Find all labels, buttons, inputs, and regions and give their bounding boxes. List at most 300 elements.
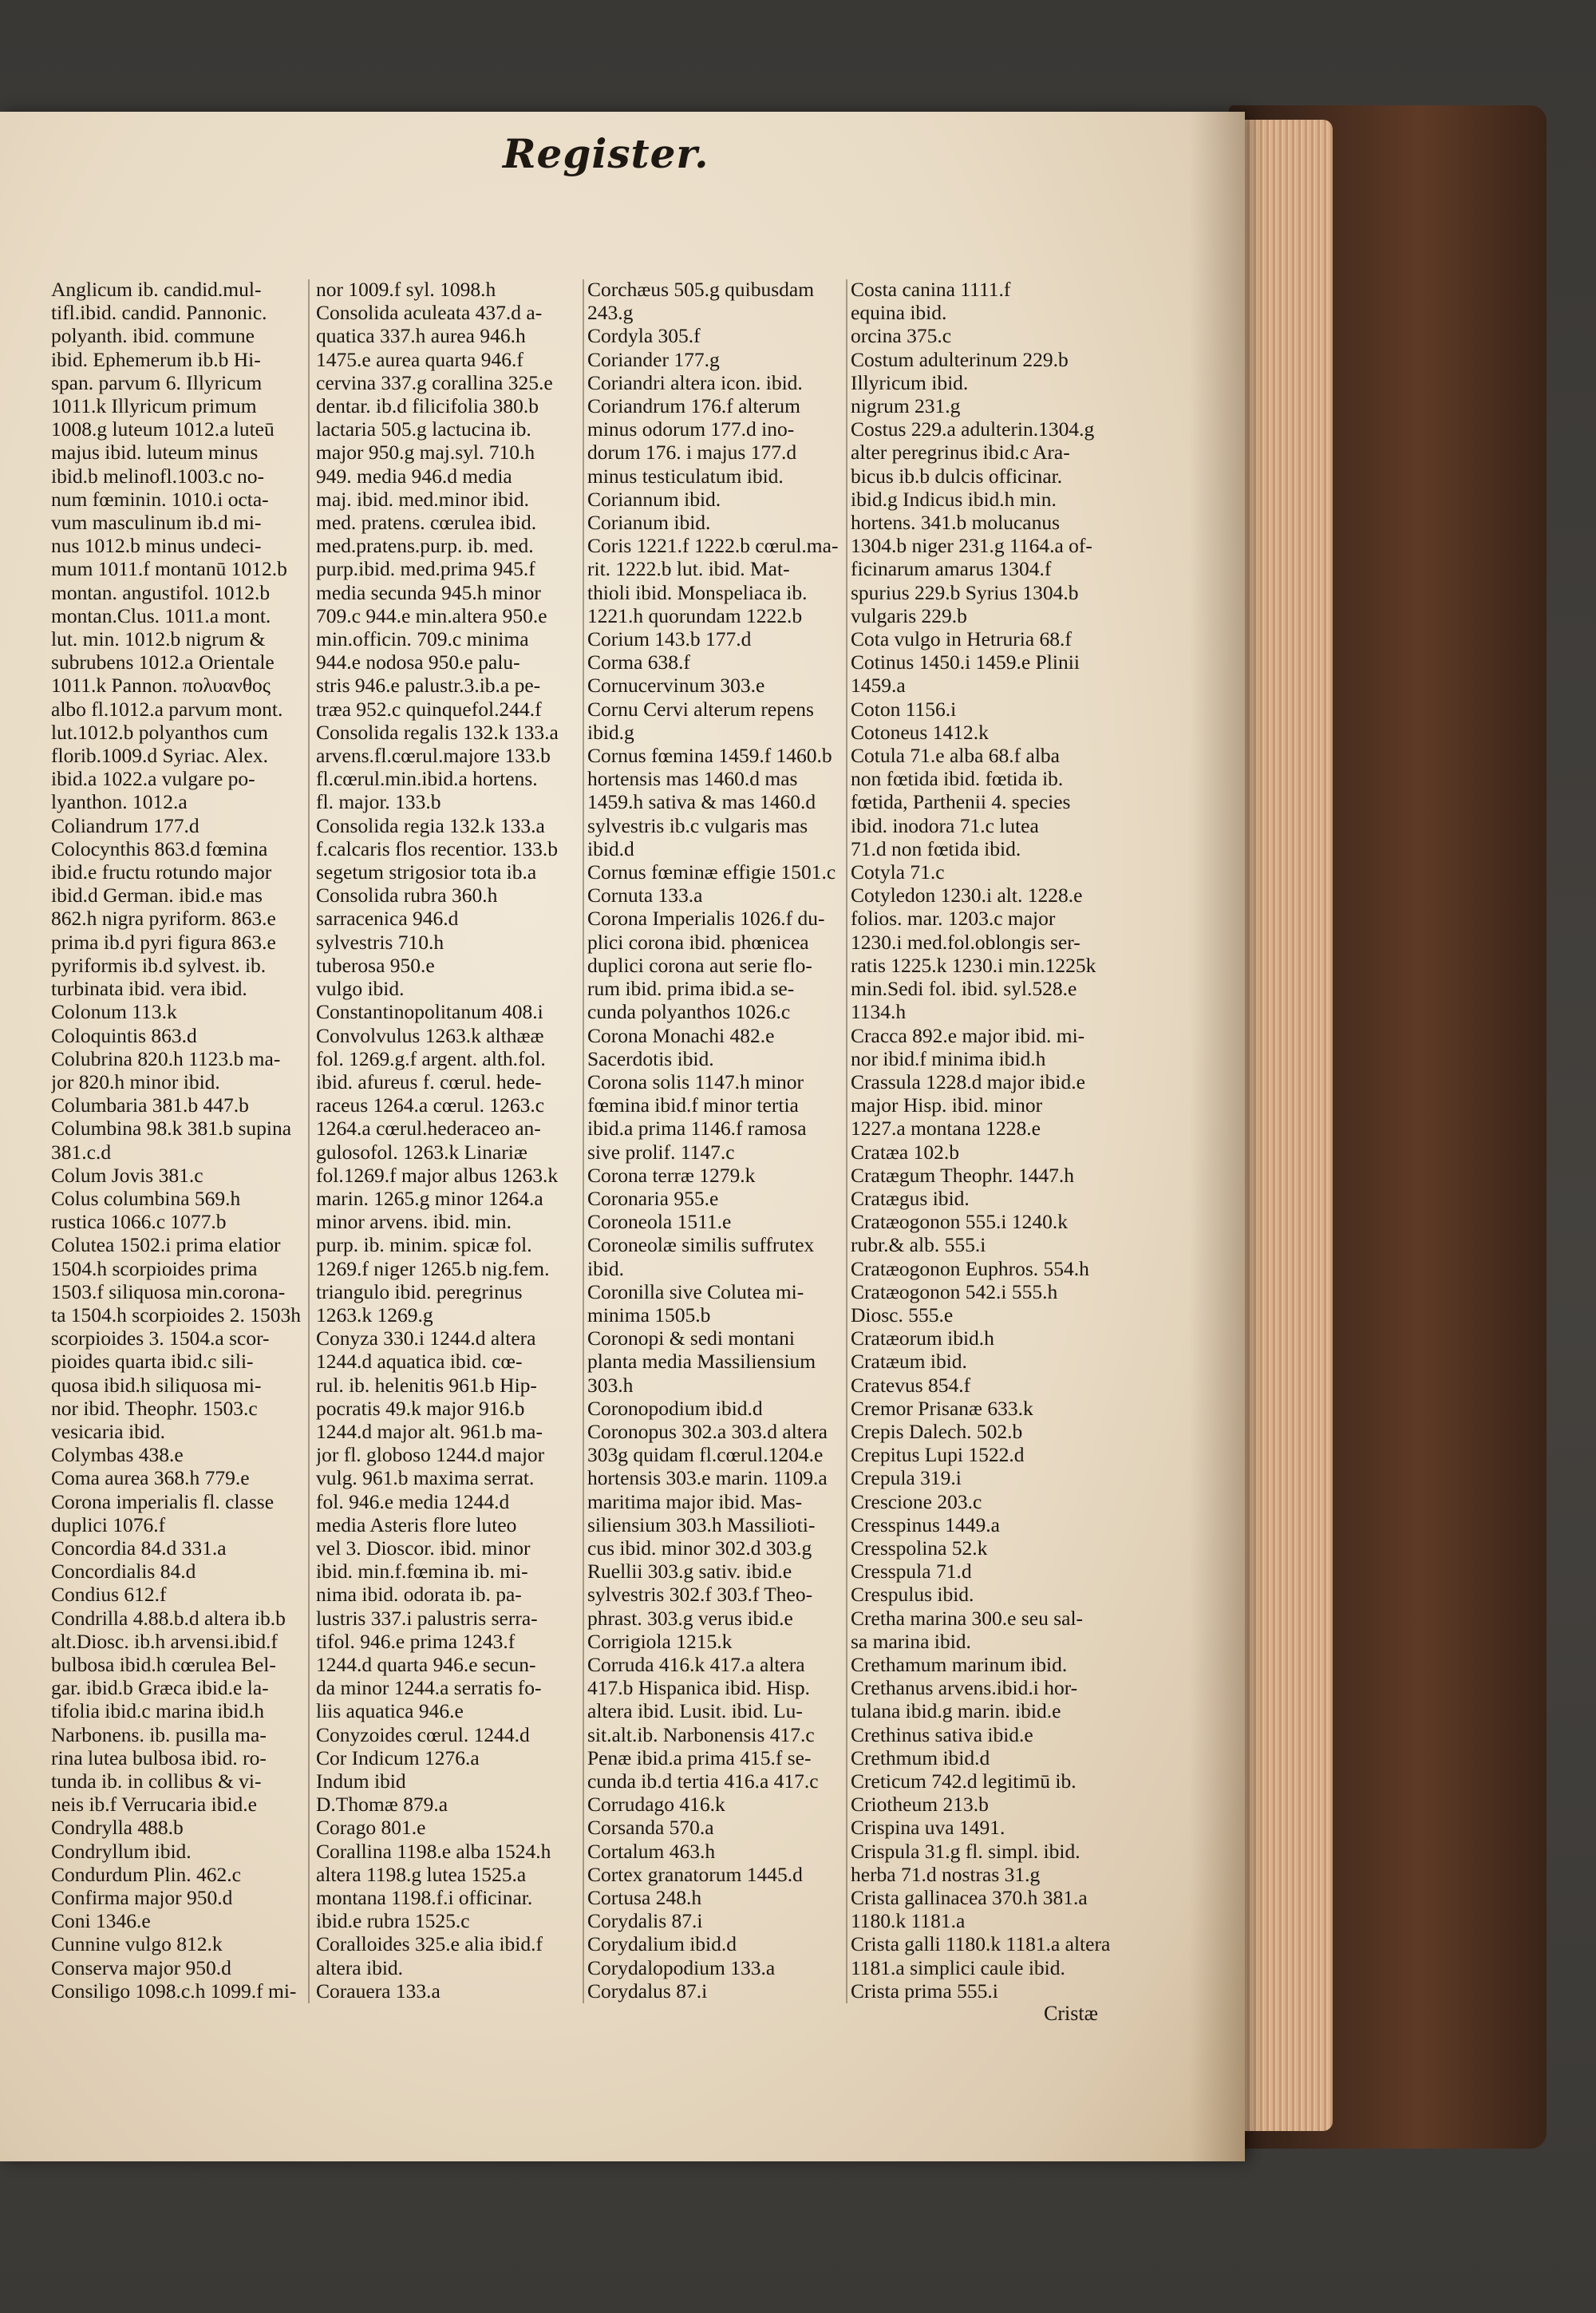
index-entry-line: Corona Imperialis 1026.f du- xyxy=(587,907,825,931)
index-entry-line: sylvestris 302.f 303.f Theo- xyxy=(587,1583,813,1607)
index-entry-line: 71.d non fœtida ibid. xyxy=(851,836,1021,860)
index-entry-line: ibid.a 1022.a vulgare po- xyxy=(51,767,255,791)
index-entry-line: Crispina uva 1491. xyxy=(851,1816,1005,1840)
index-entry-line: Cortex granatorum 1445.d xyxy=(587,1862,803,1886)
index-entry-line: ta 1504.h scorpioides 2. 1503h xyxy=(51,1303,302,1327)
index-entry-line: Corona imperialis fl. classe xyxy=(51,1489,275,1513)
index-entry-line: liis aquatica 946.e xyxy=(316,1699,464,1723)
index-entry-line: jor fl. globoso 1244.d major xyxy=(316,1443,545,1467)
index-entry-line: quatica 337.h aurea 946.h xyxy=(316,324,526,348)
index-entry-line: Colocynthis 863.d fœmina xyxy=(51,836,268,860)
index-entry-line: ibid.g Indicus ibid.h min. xyxy=(851,487,1057,511)
index-entry-line: albo fl.1012.a parvum mont. xyxy=(51,697,283,721)
index-entry-line: 862.h nigra pyriform. 863.e xyxy=(51,907,276,931)
index-entry-line: Concordia 84.d 331.a xyxy=(51,1536,227,1560)
index-entry-line: nus 1012.b minus undeci- xyxy=(51,534,262,558)
index-entry-line: ibid.e fructu rotundo major xyxy=(51,860,272,884)
index-entry-line: Consolida regia 132.k 133.a xyxy=(316,813,545,837)
index-entry-line: alt.Diosc. ib.h arvensi.ibid.f xyxy=(51,1629,278,1653)
index-column-3 xyxy=(587,278,843,2018)
index-entry-line: florib.1009.d Syriac. Alex. xyxy=(51,744,268,768)
index-entry-line: Coronopodium ibid.d xyxy=(587,1396,763,1420)
index-entry-line: rubr.& alb. 555.i xyxy=(851,1233,986,1257)
index-entry-line: Corauera 133.a xyxy=(316,1979,440,2003)
index-entry-line: gar. ibid.b Græca ibid.e la- xyxy=(51,1676,269,1700)
index-entry-line: Corchæus 505.g quibusdam xyxy=(587,278,815,301)
index-entry-line: pioides quarta ibid.c sili- xyxy=(51,1350,254,1374)
index-entry-line: Costa canina 1111.f xyxy=(851,278,1011,301)
index-entry-line: Colutea 1502.i prima elatior xyxy=(51,1233,281,1257)
index-entry-line: Cratæogonon 542.i 555.h xyxy=(851,1279,1058,1303)
index-entry-line: da minor 1244.a serratis fo- xyxy=(316,1676,542,1700)
index-entry-line: montan.Clus. 1011.a mont. xyxy=(51,603,271,627)
index-entry-line: Cracca 892.e major ibid. mi- xyxy=(851,1023,1085,1047)
index-entry-line: hortens. 341.b molucanus xyxy=(851,511,1061,535)
index-entry-line: Corydalus 87.i xyxy=(587,1979,708,2003)
index-entry-line: Crassula 1228.d major ibid.e xyxy=(851,1070,1085,1093)
index-entry-line: segetum strigosior tota ib.a xyxy=(316,860,537,884)
index-entry-line: folios. mar. 1203.c major xyxy=(851,907,1056,931)
index-entry-line: Criotheum 213.b xyxy=(851,1793,989,1817)
index-entry-line: vulgo ibid. xyxy=(316,977,405,1001)
index-entry-line: Columbaria 381.b 447.b xyxy=(51,1093,249,1117)
index-entry-line: 949. media 946.d media xyxy=(316,464,512,488)
index-entry-line: ibid. afureus f. cœrul. hede- xyxy=(316,1070,542,1093)
index-entry-line: 1304.b niger 231.g 1164.a of- xyxy=(851,534,1092,558)
index-entry-line: 944.e nodosa 950.e palu- xyxy=(316,650,520,674)
index-entry-line: jor 820.h minor ibid. xyxy=(51,1070,220,1093)
index-entry-line: quosa ibid.h siliquosa mi- xyxy=(51,1373,262,1397)
index-entry-line: Penæ ibid.a prima 415.f se- xyxy=(587,1746,812,1769)
index-entry-line: Corydalium ibid.d xyxy=(587,1932,737,1956)
index-entry-line: Conserva major 950.d xyxy=(51,1955,231,1979)
index-entry-line: scorpioides 3. 1504.a scor- xyxy=(51,1327,270,1350)
index-entry-line: Crespulus ibid. xyxy=(851,1583,974,1607)
index-entry-line: vulg. 961.b maxima serrat. xyxy=(316,1466,535,1490)
index-entry-line: Condurdum Plin. 462.c xyxy=(51,1862,242,1886)
index-entry-line: Creticum 742.d legitimū ib. xyxy=(851,1769,1077,1793)
index-entry-line: cus ibid. minor 302.d 303.g xyxy=(587,1536,812,1560)
index-entry-line: spurius 229.b Syrius 1304.b xyxy=(851,580,1079,604)
index-entry-line: med.pratens.purp. ib. med. xyxy=(316,534,534,558)
index-entry-line: 1264.a cœrul.hederaceo an- xyxy=(316,1117,541,1141)
index-entry-line: media Asteris flore luteo xyxy=(316,1512,517,1536)
index-entry-line: arvens.fl.cœrul.majore 133.b xyxy=(316,744,551,768)
index-entry-line: subrubens 1012.a Orientale xyxy=(51,650,275,674)
index-entry-line: fol. 1269.g.f argent. alth.fol. xyxy=(316,1046,546,1070)
index-entry-line: lactaria 505.g lactucina ib. xyxy=(316,417,531,441)
index-entry-line: 1180.k 1181.a xyxy=(851,1909,966,1933)
index-entry-line: altera ibid. xyxy=(316,1955,404,1979)
index-entry-line: 303g quidam fl.cœrul.1204.e xyxy=(587,1443,824,1467)
index-entry-line: 1011.k Illyricum primum xyxy=(51,394,257,418)
index-entry-line: Coliandrum 177.d xyxy=(51,813,200,837)
index-entry-line: Crethanus arvens.ibid.i hor- xyxy=(851,1676,1078,1700)
index-entry-line: Costum adulterinum 229.b xyxy=(851,347,1069,371)
index-entry-line: sylvestris ib.c vulgaris mas xyxy=(587,813,808,837)
index-entry-line: siliensium 303.h Massilioti- xyxy=(587,1512,816,1536)
index-entry-line: Anglicum ib. candid.mul- xyxy=(51,278,262,301)
index-entry-line: Cotinus 1450.i 1459.e Plinii xyxy=(851,650,1080,674)
index-entry-line: Corruda 416.k 417.a altera xyxy=(587,1652,805,1676)
index-entry-line: raceus 1264.a cœrul. 1263.c xyxy=(316,1093,545,1117)
index-entry-line: montan. angustifol. 1012.b xyxy=(51,580,271,604)
index-entry-line: ibid. xyxy=(587,1256,625,1280)
index-entry-line: Cordyla 305.f xyxy=(587,324,701,348)
index-entry-line: Colum Jovis 381.c xyxy=(51,1163,203,1187)
index-entry-line: orcina 375.c xyxy=(851,324,952,348)
index-entry-line: Confirma major 950.d xyxy=(51,1886,233,1910)
column-rule xyxy=(308,279,310,2003)
index-entry-line: Crista gallinacea 370.h 381.a xyxy=(851,1886,1088,1910)
index-column-1 xyxy=(51,278,302,2018)
index-entry-line: sive prolif. 1147.c xyxy=(587,1140,735,1164)
index-entry-line: vum masculinum ib.d mi- xyxy=(51,511,262,535)
index-entry-line: Corydalis 87.i xyxy=(587,1909,703,1933)
index-entry-line: fl. major. 133.b xyxy=(316,790,441,814)
index-entry-line: Cortalum 463.h xyxy=(587,1839,716,1863)
index-entry-line: ibid. Ephemerum ib.b Hi- xyxy=(51,347,261,371)
index-entry-line: vulgaris 229.b xyxy=(851,603,967,627)
index-entry-line: Corianum ibid. xyxy=(587,511,711,535)
index-entry-line: Cresspula 71.d xyxy=(851,1560,972,1584)
index-entry-line: Costus 229.a adulterin.1304.g xyxy=(851,417,1095,441)
index-entry-line: Colus columbina 569.h xyxy=(51,1186,241,1210)
index-entry-line: 1230.i med.fol.oblongis ser- xyxy=(851,930,1080,954)
index-entry-line: 1221.h quorundam 1222.b xyxy=(587,603,803,627)
index-entry-line: triangulo ibid. peregrinus xyxy=(316,1279,523,1303)
index-entry-line: Corydalopodium 133.a xyxy=(587,1955,776,1979)
index-entry-line: Cortusa 248.h xyxy=(587,1886,702,1910)
index-entry-line: duplici corona aut serie flo- xyxy=(587,953,812,977)
index-entry-line: vesicaria ibid. xyxy=(51,1419,166,1443)
index-entry-line: Coronaria 955.e xyxy=(587,1186,719,1210)
index-entry-line: Concordialis 84.d xyxy=(51,1560,196,1584)
index-entry-line: Crethmum ibid.d xyxy=(851,1746,990,1769)
index-entry-line: minor arvens. ibid. min. xyxy=(316,1210,512,1234)
index-entry-line: tunda ib. in collibus & vi- xyxy=(51,1769,262,1793)
index-entry-line: bicus ib.b dulcis officinar. xyxy=(851,464,1063,488)
index-entry-line: Cresspolina 52.k xyxy=(851,1536,988,1560)
index-entry-line: Cratæa 102.b xyxy=(851,1140,959,1164)
index-entry-line: num fœminin. 1010.i octa- xyxy=(51,487,269,511)
index-entry-line: minima 1505.b xyxy=(587,1303,711,1327)
index-entry-line: 1459.h sativa & mas 1460.d xyxy=(587,790,816,814)
index-entry-line: thioli ibid. Monspeliaca ib. xyxy=(587,580,808,604)
index-entry-line: ibid.a prima 1146.f ramosa xyxy=(587,1117,807,1141)
index-entry-line: Corona terræ 1279.k xyxy=(587,1163,756,1187)
index-entry-line: 709.c 944.e min.altera 950.e xyxy=(316,603,547,627)
index-entry-line: træa 952.c quinquefol.244.f xyxy=(316,697,542,721)
index-entry-line: tulana ibid.g marin. ibid.e xyxy=(851,1699,1061,1723)
index-entry-line: Consolida regalis 132.k 133.a xyxy=(316,720,559,744)
index-entry-line: 1504.h scorpioides prima xyxy=(51,1256,258,1280)
index-entry-line: Crethamum marinum ibid. xyxy=(851,1652,1068,1676)
index-entry-line: Corona Monachi 482.e xyxy=(587,1023,775,1047)
index-entry-line: Corona solis 1147.h minor xyxy=(587,1070,804,1093)
index-entry-line: 1263.k 1269.g xyxy=(316,1303,433,1327)
index-entry-line: lut. min. 1012.b nigrum & xyxy=(51,627,266,651)
index-entry-line: gulosofol. 1263.k Linariæ xyxy=(316,1140,527,1164)
index-entry-line: Constantinopolitanum 408.i xyxy=(316,1000,543,1024)
index-entry-line: alter peregrinus ibid.c Ara- xyxy=(851,441,1070,465)
index-entry-line: Cornucervinum 303.e xyxy=(587,674,765,698)
index-entry-line: Condrylla 488.b xyxy=(51,1816,184,1840)
index-entry-line: Coronilla sive Colutea mi- xyxy=(587,1279,804,1303)
index-entry-line: Cratægum Theophr. 1447.h xyxy=(851,1163,1075,1187)
index-entry-line: Cornus fœmina 1459.f 1460.b xyxy=(587,744,832,768)
index-entry-line: fol. 946.e media 1244.d xyxy=(316,1489,510,1513)
index-entry-line: cervina 337.g corallina 325.e xyxy=(316,370,553,394)
index-entry-line: Condrilla 4.88.b.d altera ib.b xyxy=(51,1606,286,1630)
index-entry-line: 1503.f siliquosa min.corona- xyxy=(51,1279,286,1303)
index-entry-line: Cornuta 133.a xyxy=(587,884,703,907)
index-entry-line: Crescione 203.c xyxy=(851,1489,982,1513)
index-entry-line: tifl.ibid. candid. Pannonic. xyxy=(51,301,267,325)
index-entry-line: Columbina 98.k 381.b supina xyxy=(51,1117,292,1141)
index-entry-line: Narbonens. ib. pusilla ma- xyxy=(51,1722,267,1746)
index-entry-line: tifolia ibid.c marina ibid.h xyxy=(51,1699,264,1723)
index-entry-line: Crethinus sativa ibid.e xyxy=(851,1722,1033,1746)
index-entry-line: 1244.d quarta 946.e secun- xyxy=(316,1652,536,1676)
column-rule xyxy=(583,279,584,2003)
index-entry-line: Consolida aculeata 437.d a- xyxy=(316,301,543,325)
index-entry-line: Cratæogonon 555.i 1240.k xyxy=(851,1210,1068,1234)
index-entry-line: med. pratens. cœrulea ibid. xyxy=(316,511,537,535)
index-entry-line: nima ibid. odorata ib. pa- xyxy=(316,1583,522,1607)
index-entry-line: Cresspinus 1449.a xyxy=(851,1512,1000,1536)
index-entry-line: maj. ibid. med.minor ibid. xyxy=(316,487,530,511)
index-entry-line: non fœtida ibid. fœtida ib. xyxy=(851,767,1064,791)
index-entry-line: 243.g xyxy=(587,301,634,325)
index-entry-line: Coronopi & sedi montani xyxy=(587,1327,795,1350)
index-entry-line: Corma 638.f xyxy=(587,650,690,674)
index-entry-line: Coriannum ibid. xyxy=(587,487,721,511)
index-entry-line: Consolida rubra 360.h xyxy=(316,884,498,907)
index-entry-line: rustica 1066.c 1077.b xyxy=(51,1210,227,1234)
index-entry-line: hortensis mas 1460.d mas xyxy=(587,767,798,791)
index-entry-line: Coriandri altera icon. ibid. xyxy=(587,370,803,394)
index-entry-line: nor ibid.f minima ibid.h xyxy=(851,1046,1046,1070)
index-entry-line: Cunnine vulgo 812.k xyxy=(51,1932,223,1956)
index-entry-line: ibid.b melinofl.1003.c no- xyxy=(51,464,265,488)
index-entry-line: Coris 1221.f 1222.b cœrul.ma- xyxy=(587,534,839,558)
index-entry-line: Sacerdotis ibid. xyxy=(587,1046,714,1070)
index-entry-line: ibid. min.f.fœmina ib. mi- xyxy=(316,1560,528,1584)
index-entry-line: 1134.h xyxy=(851,1000,907,1024)
index-entry-line: montana 1198.f.i officinar. xyxy=(316,1886,533,1910)
index-entry-line: Corrigiola 1215.k xyxy=(587,1629,733,1653)
index-entry-line: Cratæorum ibid.h xyxy=(851,1327,994,1350)
index-entry-line: Coralloides 325.e alia ibid.f xyxy=(316,1932,543,1956)
index-entry-line: ibid.g xyxy=(587,720,634,744)
index-entry-line: Coriandrum 176.f alterum xyxy=(587,394,800,418)
index-entry-line: Coronopus 302.a 303.d altera xyxy=(587,1419,828,1443)
index-entry-line: neis ib.f Verrucaria ibid.e xyxy=(51,1793,257,1817)
index-entry-line: D.Thomæ 879.a xyxy=(316,1793,448,1817)
index-entry-line: major Hisp. ibid. minor xyxy=(851,1093,1043,1117)
index-entry-line: Cornu Cervi alterum repens xyxy=(587,697,814,721)
index-entry-line: planta media Massiliensium xyxy=(587,1350,816,1374)
index-entry-line: media secunda 945.h minor xyxy=(316,580,541,604)
index-entry-line: ibid.d xyxy=(587,836,634,860)
index-entry-line: Coriander 177.g xyxy=(587,347,720,371)
index-entry-line: Cretha marina 300.e seu sal- xyxy=(851,1606,1084,1630)
index-entry-line: sarracenica 946.d xyxy=(316,907,459,931)
index-entry-line: 1459.a xyxy=(851,674,906,698)
index-entry-line: Cremor Prisanæ 633.k xyxy=(851,1396,1033,1420)
index-entry-line: ibid.d German. ibid.e mas xyxy=(51,884,263,907)
index-entry-line: Cotyledon 1230.i alt. 1228.e xyxy=(851,884,1083,907)
index-entry-line: Coni 1346.e xyxy=(51,1909,151,1933)
index-entry-line: Crista galli 1180.k 1181.a altera xyxy=(851,1932,1111,1956)
index-entry-line: maritima major ibid. Mas- xyxy=(587,1489,803,1513)
index-entry-line: Convolvulus 1263.k althææ xyxy=(316,1023,544,1047)
index-entry-line: span. parvum 6. Illyricum xyxy=(51,370,263,394)
index-entry-line: hortensis 303.e marin. 1109.a xyxy=(587,1466,828,1490)
index-entry-line: Corallina 1198.e alba 1524.h xyxy=(316,1839,551,1863)
index-entry-line: ibid.e rubra 1525.c xyxy=(316,1909,470,1933)
index-entry-line: ratis 1225.k 1230.i min.1225k xyxy=(851,953,1096,977)
index-entry-line: Ruellii 303.g sativ. ibid.e xyxy=(587,1560,792,1584)
index-entry-line: rul. ib. helenitis 961.b Hip- xyxy=(316,1373,537,1397)
index-entry-line: pyriformis ib.d sylvest. ib. xyxy=(51,953,267,977)
index-entry-line: Corrudago 416.k xyxy=(587,1793,725,1817)
index-entry-line: rina lutea bulbosa ibid. ro- xyxy=(51,1746,267,1769)
index-entry-line: 1227.a montana 1228.e xyxy=(851,1117,1041,1141)
index-entry-line: fol.1269.f major albus 1263.k xyxy=(316,1163,559,1187)
index-entry-line: Cratæum ibid. xyxy=(851,1350,967,1374)
index-entry-line: prima ib.d pyri figura 863.e xyxy=(51,930,276,954)
index-entry-line: purp. ib. minim. spicæ fol. xyxy=(316,1233,532,1257)
index-entry-line: minus odorum 177.d ino- xyxy=(587,417,795,441)
index-entry-line: Cotula 71.e alba 68.f alba xyxy=(851,744,1060,768)
index-entry-line: Crispula 31.g fl. simpl. ibid. xyxy=(851,1839,1080,1863)
index-entry-line: lyanthon. 1012.a xyxy=(51,790,188,814)
index-entry-line: Coloquintis 863.d xyxy=(51,1023,197,1047)
index-entry-line: rit. 1222.b lut. ibid. Mat- xyxy=(587,557,790,581)
index-entry-line: bulbosa ibid.h cœrulea Bel- xyxy=(51,1652,276,1676)
index-entry-line: 381.c.d xyxy=(51,1140,112,1164)
index-entry-line: Cornus fœminæ effigie 1501.c xyxy=(587,860,836,884)
index-entry-line: nor 1009.f syl. 1098.h xyxy=(316,278,496,301)
index-entry-line: sit.alt.ib. Narbonensis 417.c xyxy=(587,1722,815,1746)
index-entry-line: Crepitus Lupi 1522.d xyxy=(851,1443,1025,1467)
index-entry-line: Cratægus ibid. xyxy=(851,1186,970,1210)
index-entry-line: duplici 1076.f xyxy=(51,1512,166,1536)
index-entry-line: ibid. inodora 71.c lutea xyxy=(851,813,1039,837)
index-entry-line: Condius 612.f xyxy=(51,1583,167,1607)
index-entry-line: dentar. ib.d filicifolia 380.b xyxy=(316,394,539,418)
index-entry-line: fœtida, Parthenii 4. species xyxy=(851,790,1071,814)
index-entry-line: altera ibid. Lusit. ibid. Lu- xyxy=(587,1699,803,1723)
index-entry-line: Cotoneus 1412.k xyxy=(851,720,989,744)
page-header: Register. xyxy=(503,130,709,177)
index-entry-line: Corago 801.e xyxy=(316,1816,426,1840)
index-entry-line: Coma aurea 368.h 779.e xyxy=(51,1466,250,1490)
index-entry-line: tifol. 946.e prima 1243.f xyxy=(316,1629,516,1653)
index-entry-line: ficinarum amarus 1304.f xyxy=(851,557,1052,581)
index-entry-line: plici corona ibid. phœnicea xyxy=(587,930,809,954)
index-entry-line: herba 71.d nostras 31.g xyxy=(851,1862,1041,1886)
index-entry-line: 1244.d major alt. 961.b ma- xyxy=(316,1419,543,1443)
index-entry-line: stris 946.e palustr.3.ib.a pe- xyxy=(316,674,541,698)
index-entry-line: Corium 143.b 177.d xyxy=(587,627,752,651)
index-entry-line: pocratis 49.k major 916.b xyxy=(316,1396,525,1420)
index-entry-line: phrast. 303.g verus ibid.e xyxy=(587,1606,793,1630)
index-entry-line: min.Sedi fol. ibid. syl.528.e xyxy=(851,977,1077,1001)
index-entry-line: fl.cœrul.min.ibid.a hortens. xyxy=(316,767,538,791)
index-entry-line: Colymbas 438.e xyxy=(51,1443,184,1467)
index-entry-line: Cratevus 854.f xyxy=(851,1373,971,1397)
index-entry-line: Conyza 330.i 1244.d altera xyxy=(316,1327,536,1350)
index-entry-line: 1008.g luteum 1012.a luteū xyxy=(51,417,275,441)
index-entry-line: min.officin. 709.c minima xyxy=(316,627,529,651)
index-entry-line: Coton 1156.i xyxy=(851,697,957,721)
index-entry-line: minus testiculatum ibid. xyxy=(587,464,784,488)
index-entry-line: cunda polyanthos 1026.c xyxy=(587,1000,791,1024)
index-entry-line: Diosc. 555.e xyxy=(851,1303,954,1327)
index-entry-line: Cota vulgo in Hetruria 68.f xyxy=(851,627,1072,651)
index-entry-line: tuberosa 950.e xyxy=(316,953,435,977)
index-entry-line: Conyzoides cœrul. 1244.d xyxy=(316,1722,530,1746)
index-entry-line: Condryllum ibid. xyxy=(51,1839,192,1863)
index-entry-line: Colonum 113.k xyxy=(51,1000,177,1024)
index-entry-line: Cor Indicum 1276.a xyxy=(316,1746,480,1769)
index-entry-line: 1475.e aurea quarta 946.f xyxy=(316,347,523,371)
index-entry-line: Crepula 319.i xyxy=(851,1466,962,1490)
index-entry-line: rum ibid. prima ibid.a se- xyxy=(587,977,795,1001)
index-entry-line: cunda ib.d tertia 416.a 417.c xyxy=(587,1769,819,1793)
index-column-4 xyxy=(851,278,1111,2018)
index-entry-line: Colubrina 820.h 1123.b ma- xyxy=(51,1046,281,1070)
index-entry-line: 303.h xyxy=(587,1373,634,1397)
index-entry-line: sylvestris 710.h xyxy=(316,930,444,954)
index-entry-line: Coroneola 1511.e xyxy=(587,1210,732,1234)
catchword: Cristæ xyxy=(1044,2002,1098,2025)
column-rule xyxy=(846,279,847,2003)
index-entry-line: Coroneolæ similis suffrutex xyxy=(587,1233,815,1257)
index-entry-line: 1181.a simplici caule ibid. xyxy=(851,1955,1065,1979)
index-entry-line: fœmina ibid.f minor tertia xyxy=(587,1093,799,1117)
index-entry-line: polyanth. ibid. commune xyxy=(51,324,255,348)
index-entry-line: major 950.g maj.syl. 710.h xyxy=(316,441,535,465)
index-entry-line: turbinata ibid. vera ibid. xyxy=(51,977,247,1001)
index-entry-line: Crista prima 555.i xyxy=(851,1979,998,2003)
index-entry-line: Cotyla 71.c xyxy=(851,860,945,884)
index-entry-line: f.calcaris flos recentior. 133.b xyxy=(316,836,559,860)
index-entry-line: dorum 176. i majus 177.d xyxy=(587,441,797,465)
index-entry-line: Illyricum ibid. xyxy=(851,370,969,394)
index-entry-line: mum 1011.f montanū 1012.b xyxy=(51,557,287,581)
index-entry-line: equina ibid. xyxy=(851,301,947,325)
index-entry-line: purp.ibid. med.prima 945.f xyxy=(316,557,535,581)
index-entry-line: nor ibid. Theophr. 1503.c xyxy=(51,1396,258,1420)
index-entry-line: Consiligo 1098.c.h 1099.f mi- xyxy=(51,1979,297,2003)
index-entry-line: vel 3. Dioscor. ibid. minor xyxy=(316,1536,531,1560)
index-entry-line: 1269.f niger 1265.b nig.fem. xyxy=(316,1256,550,1280)
index-entry-line: Crepis Dalech. 502.b xyxy=(851,1419,1023,1443)
index-entry-line: altera 1198.g lutea 1525.a xyxy=(316,1862,527,1886)
index-entry-line: 1011.k Pannon. πολυανθος xyxy=(51,674,271,698)
index-entry-line: majus ibid. luteum minus xyxy=(51,441,259,465)
index-entry-line: Corsanda 570.a xyxy=(587,1816,714,1840)
index-column-2 xyxy=(316,278,581,2018)
index-entry-line: 417.b Hispanica ibid. Hisp. xyxy=(587,1676,811,1700)
index-entry-line: lut.1012.b polyanthos cum xyxy=(51,720,268,744)
index-entry-line: sa marina ibid. xyxy=(851,1629,971,1653)
index-entry-line: Cratæogonon Euphros. 554.h xyxy=(851,1256,1089,1280)
